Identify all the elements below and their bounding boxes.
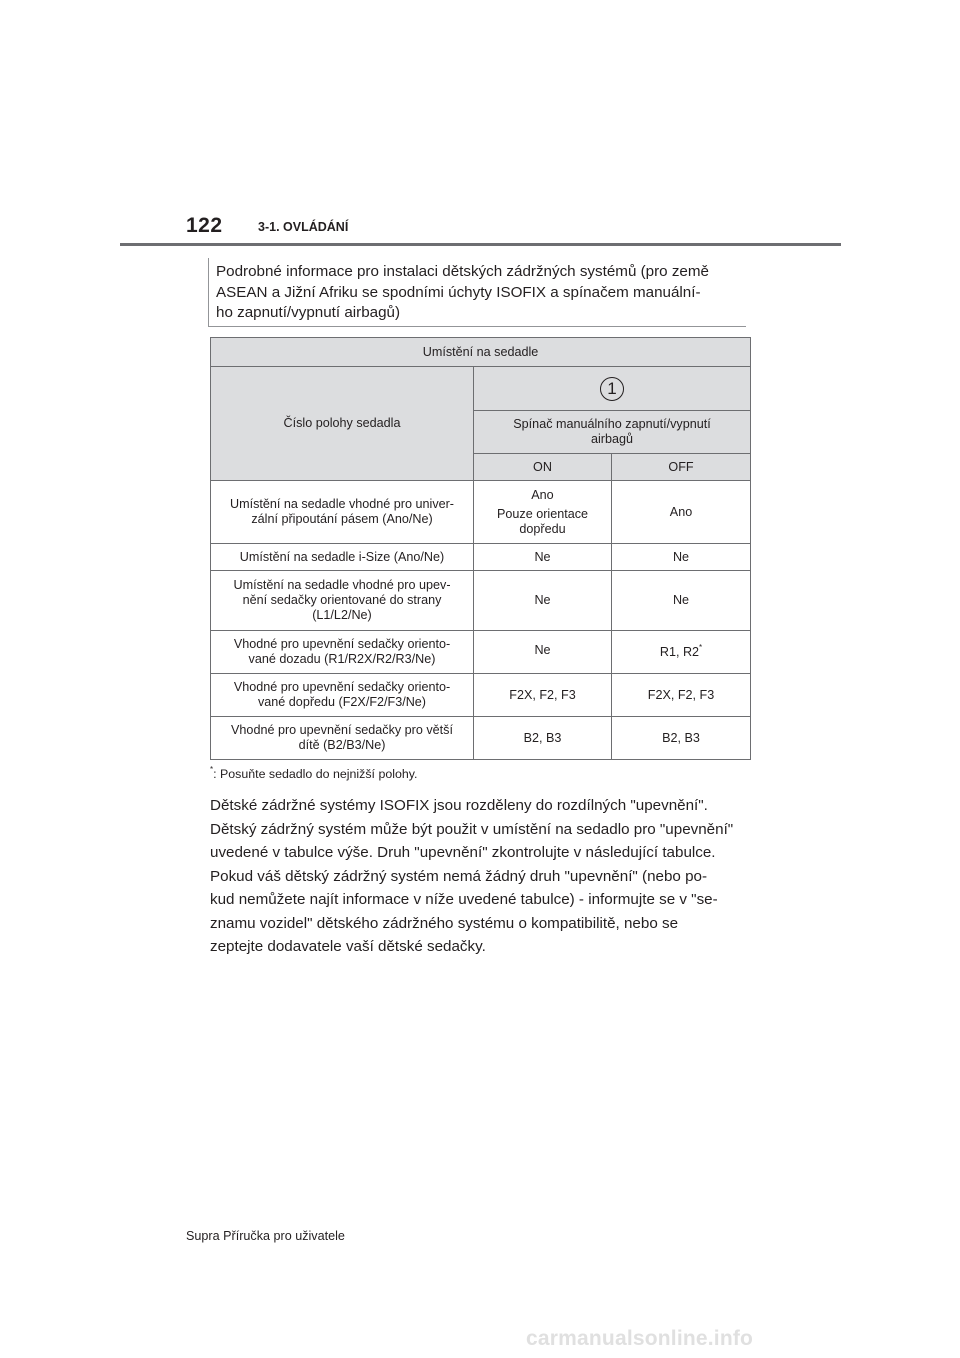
row-label — [211, 481, 474, 544]
airbag-switch-label — [474, 411, 751, 454]
body-line: zeptejte dodavatele vaší dětské sedačky. — [210, 938, 486, 955]
cell-on: B2, B3 — [474, 717, 612, 760]
body-line: Dětské zádržné systémy ISOFIX jsou rozděleny do rozdílných "upevnění". — [210, 797, 708, 814]
footer-manual-title: Supra Příručka pro uživatele — [186, 1229, 345, 1243]
row-label-line: Vhodné pro upevnění sedačky oriento- — [233, 637, 451, 651]
cell-off: B2, B3 — [612, 717, 751, 760]
table-row — [211, 674, 751, 717]
intro-text — [216, 262, 741, 324]
row-label-line: nění sedačky orientované do strany — [242, 593, 442, 607]
row-label — [211, 631, 474, 674]
table-row — [211, 631, 751, 674]
page-number: 122 — [186, 214, 223, 237]
table-row — [211, 481, 751, 544]
row-label-line: zální připoutání pásem (Ano/Ne) — [251, 512, 433, 526]
cell-off: Ano — [612, 481, 751, 544]
airbag-switch-label-line: airbagů — [591, 432, 634, 446]
cell-off: F2X, F2, F3 — [612, 674, 751, 717]
body-line: kud nemůžete najít informace v níže uvedené tabulce) - informujte se v "se- — [210, 891, 718, 908]
cell-off-text: R1, R2 — [659, 644, 700, 659]
row-label-line: Umístění na sedadle vhodné pro univer- — [229, 497, 455, 511]
seat-position-label: Číslo polohy sedadla — [211, 367, 474, 481]
body-line: uvedené v tabulce výše. Druh "upevnění" zkontrolujte v následující tabulce. — [210, 844, 716, 861]
cell-on: Ne — [474, 631, 612, 674]
footnote-mark: * — [699, 642, 703, 652]
cell-on: F2X, F2, F3 — [474, 674, 612, 717]
row-label-line: (L1/L2/Ne) — [312, 608, 372, 622]
cell-on: Ne — [474, 571, 612, 631]
row-label: Umístění na sedadle i-Size (Ano/Ne) — [211, 544, 474, 571]
table-title: Umístění na sedadle — [211, 338, 751, 367]
intro-line: ho zapnutí/vypnutí airbagů) — [216, 304, 401, 321]
cell-on-line: Pouze orientace — [496, 506, 589, 521]
row-label-line: dítě (B2/B3/Ne) — [298, 738, 386, 752]
row-label-line: vané dozadu (R1/R2X/R2/R3/Ne) — [248, 652, 436, 666]
footnote-text: : Posuňte sedadlo do nejnižší polohy. — [213, 767, 418, 781]
intro-line: Podrobné informace pro instalaci dětských zádržných systémů (pro země — [216, 263, 709, 280]
intro-line: ASEAN a Jižní Afriku se spodními úchyty ISOFIX a spínačem manuální- — [216, 283, 701, 301]
cell-off — [612, 631, 751, 674]
table-row — [211, 544, 751, 571]
body-paragraph — [210, 794, 755, 959]
cell-on — [474, 481, 612, 544]
cell-on-line: dopředu — [519, 521, 566, 536]
position-number-badge: 1 — [600, 377, 624, 401]
row-label — [211, 674, 474, 717]
row-label — [211, 571, 474, 631]
cell-off: Ne — [612, 571, 751, 631]
watermark: carmanualsonline.info — [526, 1327, 754, 1350]
body-line: znamu vozidel" dětského zádržného systému o kompatibilitě, nebo se — [210, 914, 679, 932]
seat-position-table — [210, 337, 751, 760]
body-line: Dětský zádržný systém může být použit v umístění na sedadlo pro "upevnění" — [210, 820, 734, 838]
row-label-line: Vhodné pro upevnění sedačky oriento- — [233, 680, 451, 694]
row-label-line: vané dopředu (F2X/F2/F3/Ne) — [258, 695, 426, 709]
table-row — [211, 717, 751, 760]
body-line: Pokud váš dětský zádržný systém nemá žádný druh "upevnění" (nebo po- — [210, 867, 708, 885]
column-header-on: ON — [474, 454, 612, 481]
row-label — [211, 717, 474, 760]
cell-off: Ne — [612, 544, 751, 571]
header-rule — [120, 243, 841, 246]
cell-on: Ne — [474, 544, 612, 571]
position-number-cell — [474, 367, 751, 411]
column-header-off: OFF — [612, 454, 751, 481]
row-label-line: Umístění na sedadle vhodné pro upev- — [233, 578, 451, 592]
section-title: 3-1. OVLÁDÁNÍ — [258, 220, 349, 234]
airbag-switch-label-line: Spínač manuálního zapnutí/vypnutí — [513, 417, 711, 431]
footnote — [210, 767, 417, 781]
cell-on-line: Ano — [531, 487, 554, 502]
row-label-line: Vhodné pro upevnění sedačky pro větší — [231, 723, 453, 737]
table-row — [211, 571, 751, 631]
footnote-mark: * — [210, 765, 214, 774]
